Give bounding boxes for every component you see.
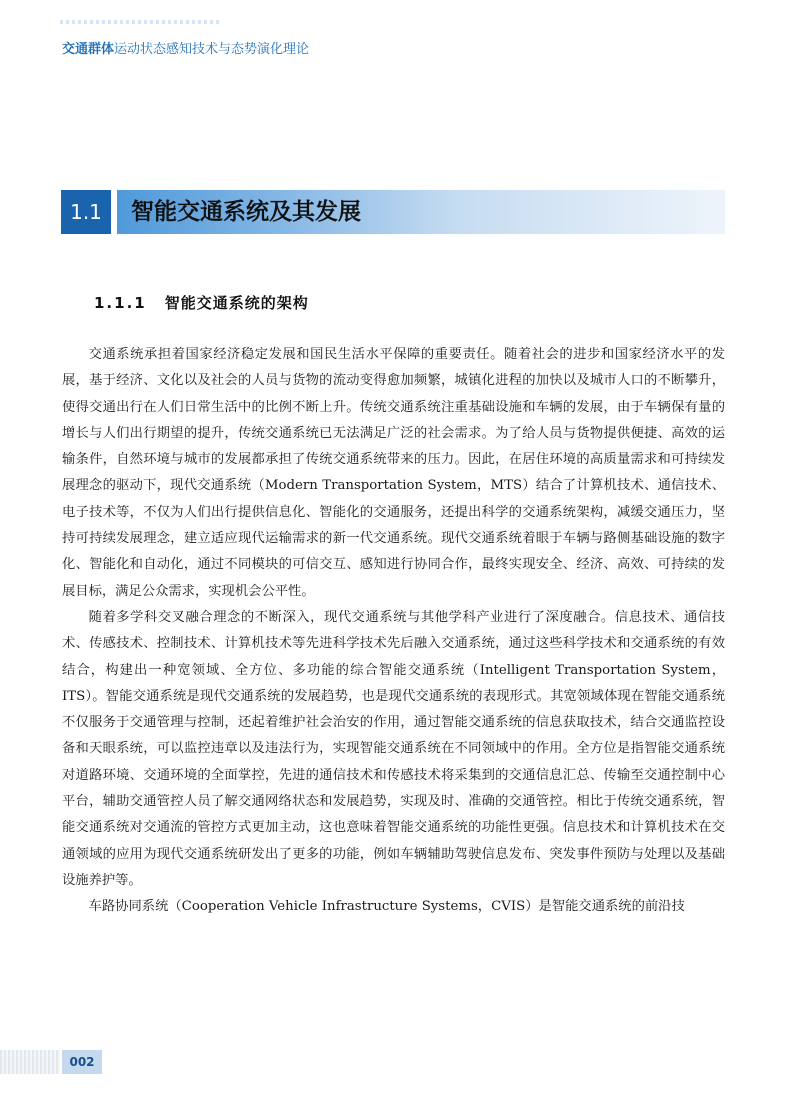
header-decoration (60, 20, 220, 24)
body-text (62, 342, 725, 921)
page-number: 002 (62, 1050, 102, 1074)
running-header (62, 38, 309, 57)
section-heading-band (61, 190, 725, 234)
book-title-bold: 交通群体 (62, 42, 115, 57)
section-title: 智能交通系统及其发展 (131, 199, 361, 225)
footer-decoration (0, 1050, 60, 1074)
book-title-rest: 运动状态感知技术与态势演化理论 (114, 42, 310, 57)
subsection-title: 智能交通系统的架构 (164, 294, 309, 312)
section-divider (111, 190, 117, 234)
paragraph: 交通系统承担着国家经济稳定发展和国民生活水平保障的重要责任。随着社会的进步和国家经济水平的发展，基于经济、文化以及社会的人员与货物的流动变得愈加频繁，城镇化进程的加快以及城市人口的不断攀升，使得交通出行在人们日常生活中的比例不断上升。传统交通系统注重基础设施和车辆的发展，由于车辆保有量的增长与人们出行期望的提升，传统交通系统已无法满足广泛的社会需求。为了给人员与货物提供便捷、高效的运输条件，自然环境与城市的发展都承担了传统交通系统带来的压力。因此，在居住环境的高质量需求和可持续发展理念的驱动下，现代交通系统（Modern Transportation System，MTS）结合了计算机技术、通信技术、电子技术等，不仅为人们出行提供信息化、智能化的交通服务，还提出科学的交通系统架构，减缓交通压力，坚持可持续发展理念，建立适应现代运输需求的新一代交通系统。现代交通系统着眼于车辆与路侧基础设施的数字化、智能化和自动化，通过不同模块的可信交互、感知进行协同合作，最终实现安全、经济、高效、可持续的发展目标，满足公众需求，实现机会公平性。 (62, 347, 725, 599)
subsection-heading (94, 292, 309, 313)
section-number: 1.1 (61, 190, 111, 234)
subsection-number: 1.1.1 (94, 294, 147, 312)
paragraph: 车路协同系统（Cooperation Vehicle Infrastructure Systems，CVIS）是智能交通系统的前沿技 (88, 899, 685, 915)
paragraph: 随着多学科交叉融合理念的不断深入，现代交通系统与其他学科产业进行了深度融合。信息技术、通信技术、传感技术、控制技术、计算机技术等先进科学技术先后融入交通系统，通过这些科学技术和交通系统的有效结合，构建出一种宽领域、全方位、多功能的综合智能交通系统（Intelligent Transportation System，ITS）。智能交通系统是现代交通系统的发展趋势，也是现代交通系统的表现形式。其宽领域体现在智能交通系统不仅服务于交通管理与控制，还起着维护社会治安的作用，通过智能交通系统的信息获取技术，结合交通监控设备和天眼系统，可以监控违章以及违法行为，实现智能交通系统在不同领域中的作用。全方位是指智能交通系统对道路环境、交通环境的全面掌控，先进的通信技术和传感技术将采集到的交通信息汇总、传输至交通控制中心平台，辅助交通管控人员了解交通网络状态和发展趋势，实现及时、准确的交通管控。相比于传统交通系统，智能交通系统对交通流的管控方式更加主动，这也意味着智能交通系统的功能性更强。信息技术和计算机技术在交通领域的应用为现代交通系统研发出了更多的功能，例如车辆辅助驾驶信息发布、突发事件预防与处理以及基础设施养护等。 (62, 609, 725, 888)
